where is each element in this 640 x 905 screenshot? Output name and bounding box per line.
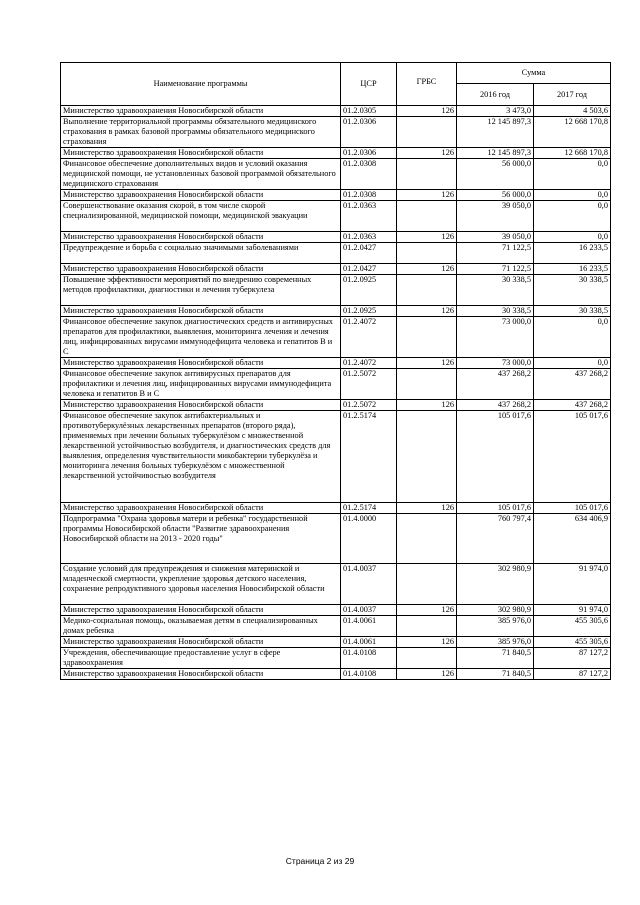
sum-2016-cell: 385 976,0: [457, 616, 534, 637]
program-name-cell: Финансовое обеспечение закупок антивирусных препаратов для профилактики и лечения лиц, инфицированных вирусами иммунодефицита человека и гепатитов В и С: [61, 369, 341, 400]
table-row: [61, 117, 611, 148]
program-name-cell: Министерство здравоохранения Новосибирской области: [61, 306, 341, 317]
program-name-cell: Финансовое обеспечение закупок антибактериальных и противотуберкулёзных лекарственных препаратов (второго ряда), применяемых при лечении больных туберкулёзом с множественной лекарственной устойчивостью возбудителя, и диагностических средств для выявления, определения чувствительности микобактерии туберкулёза и мониторинга лечения больных туберкулёзом с множественной лекарственной устойчивостью возбудителя: [61, 411, 341, 503]
grbs-cell: [397, 648, 457, 669]
grbs-cell: 126: [397, 148, 457, 159]
grbs-cell: 126: [397, 306, 457, 317]
csr-cell: 01.2.0427: [341, 243, 397, 264]
table-row: [61, 106, 611, 117]
grbs-cell: [397, 514, 457, 564]
sum-2016-cell: 12 145 897,3: [457, 148, 534, 159]
program-name-cell: Министерство здравоохранения Новосибирской области: [61, 503, 341, 514]
csr-cell: 01.2.0306: [341, 148, 397, 159]
grbs-cell: 126: [397, 605, 457, 616]
csr-cell: 01.4.0061: [341, 616, 397, 637]
grbs-cell: [397, 117, 457, 148]
table-row: [61, 648, 611, 669]
sum-2016-cell: 71 840,5: [457, 669, 534, 680]
csr-cell: 01.2.5174: [341, 503, 397, 514]
sum-2016-cell: 385 976,0: [457, 637, 534, 648]
grbs-cell: [397, 201, 457, 232]
sum-2016-cell: 73 000,0: [457, 358, 534, 369]
program-name-cell: Министерство здравоохранения Новосибирской области: [61, 232, 341, 243]
sum-2017-cell: 16 233,5: [534, 243, 611, 264]
table-row: [61, 358, 611, 369]
sum-2016-cell: 437 268,2: [457, 369, 534, 400]
sum-2016-cell: 71 122,5: [457, 264, 534, 275]
sum-2017-cell: 4 503,6: [534, 106, 611, 117]
table-row: [61, 637, 611, 648]
sum-2017-cell: 0,0: [534, 190, 611, 201]
header-year-2016: 2016 год: [457, 84, 534, 106]
table-body: [61, 106, 611, 680]
budget-table: [60, 62, 611, 680]
sum-2016-cell: 12 145 897,3: [457, 117, 534, 148]
csr-cell: 01.4.0000: [341, 514, 397, 564]
sum-2016-cell: 30 338,5: [457, 275, 534, 306]
sum-2016-cell: 760 797,4: [457, 514, 534, 564]
table-row: [61, 317, 611, 358]
sum-2017-cell: 12 668 170,8: [534, 117, 611, 148]
program-name-cell: Министерство здравоохранения Новосибирской области: [61, 400, 341, 411]
sum-2016-cell: 73 000,0: [457, 317, 534, 358]
header-name: Наименование программы: [61, 63, 341, 106]
program-name-cell: Финансовое обеспечение закупок диагностических средств и антивирусных препаратов для профилактики, выявления, мониторинга лечения и лечения лиц, инфицированных вирусами иммунодефицита человека и гепатитов В и С: [61, 317, 341, 358]
sum-2016-cell: 39 050,0: [457, 201, 534, 232]
grbs-cell: 126: [397, 400, 457, 411]
sum-2017-cell: 437 268,2: [534, 369, 611, 400]
program-name-cell: Министерство здравоохранения Новосибирской области: [61, 605, 341, 616]
sum-2017-cell: 0,0: [534, 232, 611, 243]
grbs-cell: 126: [397, 669, 457, 680]
csr-cell: 01.4.0108: [341, 648, 397, 669]
grbs-cell: [397, 317, 457, 358]
csr-cell: 01.4.0061: [341, 637, 397, 648]
sum-2016-cell: 302 980,9: [457, 564, 534, 605]
program-name-cell: Министерство здравоохранения Новосибирской области: [61, 264, 341, 275]
csr-cell: 01.2.0305: [341, 106, 397, 117]
sum-2016-cell: 71 840,5: [457, 648, 534, 669]
program-name-cell: Предупреждение и борьба с социально значимыми заболеваниями: [61, 243, 341, 264]
program-name-cell: Министерство здравоохранения Новосибирской области: [61, 637, 341, 648]
table-row: [61, 264, 611, 275]
budget-table-container: [60, 62, 610, 680]
table-row: [61, 616, 611, 637]
table-row: [61, 605, 611, 616]
sum-2017-cell: 455 305,6: [534, 637, 611, 648]
table-row: [61, 400, 611, 411]
sum-2016-cell: 56 000,0: [457, 159, 534, 190]
sum-2017-cell: 30 338,5: [534, 306, 611, 317]
table-row: [61, 411, 611, 503]
table-row: [61, 564, 611, 605]
table-row: [61, 669, 611, 680]
grbs-cell: [397, 411, 457, 503]
grbs-cell: 126: [397, 264, 457, 275]
csr-cell: 01.2.4072: [341, 358, 397, 369]
page-number: Страница 2 из 29: [285, 856, 355, 866]
grbs-cell: [397, 243, 457, 264]
grbs-cell: 126: [397, 106, 457, 117]
sum-2017-cell: 105 017,6: [534, 411, 611, 503]
csr-cell: 01.2.0363: [341, 201, 397, 232]
sum-2016-cell: 302 980,9: [457, 605, 534, 616]
sum-2016-cell: 437 268,2: [457, 400, 534, 411]
grbs-cell: [397, 616, 457, 637]
sum-2017-cell: 0,0: [534, 201, 611, 232]
sum-2017-cell: 437 268,2: [534, 400, 611, 411]
grbs-cell: [397, 564, 457, 605]
sum-2017-cell: 87 127,2: [534, 648, 611, 669]
program-name-cell: Министерство здравоохранения Новосибирской области: [61, 669, 341, 680]
program-name-cell: Министерство здравоохранения Новосибирской области: [61, 190, 341, 201]
csr-cell: 01.2.0925: [341, 306, 397, 317]
grbs-cell: 126: [397, 190, 457, 201]
sum-2017-cell: 634 406,9: [534, 514, 611, 564]
csr-cell: 01.2.4072: [341, 317, 397, 358]
csr-cell: 01.4.0037: [341, 605, 397, 616]
program-name-cell: Подпрограмма "Охрана здоровья матери и ребенка" государственной программы Новосибирской области "Развитие здравоохранения Новосибирской области на 2013 - 2020 годы": [61, 514, 341, 564]
table-row: [61, 275, 611, 306]
sum-2016-cell: 56 000,0: [457, 190, 534, 201]
table-row: [61, 514, 611, 564]
csr-cell: 01.2.0308: [341, 190, 397, 201]
sum-2017-cell: 91 974,0: [534, 564, 611, 605]
sum-2016-cell: 105 017,6: [457, 411, 534, 503]
program-name-cell: Министерство здравоохранения Новосибирской области: [61, 358, 341, 369]
header-sum: Сумма: [457, 63, 611, 84]
grbs-cell: [397, 159, 457, 190]
csr-cell: 01.4.0108: [341, 669, 397, 680]
sum-2017-cell: 105 017,6: [534, 503, 611, 514]
sum-2017-cell: 12 668 170,8: [534, 148, 611, 159]
sum-2017-cell: 0,0: [534, 317, 611, 358]
program-name-cell: Финансовое обеспечение дополнительных видов и условий оказания медицинской помощи, не установленных базовой программой обязательного медицинского страхования: [61, 159, 341, 190]
sum-2016-cell: 39 050,0: [457, 232, 534, 243]
sum-2016-cell: 30 338,5: [457, 306, 534, 317]
program-name-cell: Учреждения, обеспечивающие предоставление услуг в сфере здравоохранения: [61, 648, 341, 669]
table-row: [61, 201, 611, 232]
sum-2017-cell: 87 127,2: [534, 669, 611, 680]
header-year-2017: 2017 год: [534, 84, 611, 106]
csr-cell: 01.2.0306: [341, 117, 397, 148]
sum-2017-cell: 16 233,5: [534, 264, 611, 275]
table-row: [61, 369, 611, 400]
csr-cell: 01.2.0308: [341, 159, 397, 190]
program-name-cell: Создание условий для предупреждения и снижения материнской и младенческой смертности, укрепление здоровья детского населения, сохранение репродуктивного здоровья населения Новосибирской области: [61, 564, 341, 605]
table-row: [61, 306, 611, 317]
grbs-cell: 126: [397, 232, 457, 243]
grbs-cell: 126: [397, 503, 457, 514]
header-csr: ЦСР: [341, 63, 397, 106]
header-grbs: ГРБС: [397, 63, 457, 106]
csr-cell: 01.2.5072: [341, 369, 397, 400]
program-name-cell: Министерство здравоохранения Новосибирской области: [61, 148, 341, 159]
table-row: [61, 232, 611, 243]
program-name-cell: Медико-социальная помощь, оказываемая детям в специализированных домах ребенка: [61, 616, 341, 637]
table-row: [61, 190, 611, 201]
sum-2017-cell: 91 974,0: [534, 605, 611, 616]
program-name-cell: Повышение эффективности мероприятий по внедрению современных методов профилактики, диагностики и лечения туберкулеза: [61, 275, 341, 306]
sum-2016-cell: 71 122,5: [457, 243, 534, 264]
grbs-cell: 126: [397, 358, 457, 369]
program-name-cell: Министерство здравоохранения Новосибирской области: [61, 106, 341, 117]
header-row-top: [61, 63, 611, 84]
grbs-cell: [397, 369, 457, 400]
sum-2016-cell: 3 473,0: [457, 106, 534, 117]
grbs-cell: [397, 275, 457, 306]
sum-2016-cell: 105 017,6: [457, 503, 534, 514]
table-row: [61, 243, 611, 264]
sum-2017-cell: 455 305,6: [534, 616, 611, 637]
csr-cell: 01.4.0037: [341, 564, 397, 605]
csr-cell: 01.2.5072: [341, 400, 397, 411]
csr-cell: 01.2.5174: [341, 411, 397, 503]
table-row: [61, 503, 611, 514]
sum-2017-cell: 0,0: [534, 358, 611, 369]
table-row: [61, 148, 611, 159]
sum-2017-cell: 0,0: [534, 159, 611, 190]
csr-cell: 01.2.0363: [341, 232, 397, 243]
program-name-cell: Выполнение территориальной программы обязательного медицинского страхования в рамках базовой программы обязательного медицинского страхования: [61, 117, 341, 148]
csr-cell: 01.2.0427: [341, 264, 397, 275]
table-row: [61, 159, 611, 190]
sum-2017-cell: 30 338,5: [534, 275, 611, 306]
program-name-cell: Совершенствование оказания скорой, в том числе скорой специализированной, медицинской помощи, медицинской эвакуации: [61, 201, 341, 232]
grbs-cell: 126: [397, 637, 457, 648]
csr-cell: 01.2.0925: [341, 275, 397, 306]
